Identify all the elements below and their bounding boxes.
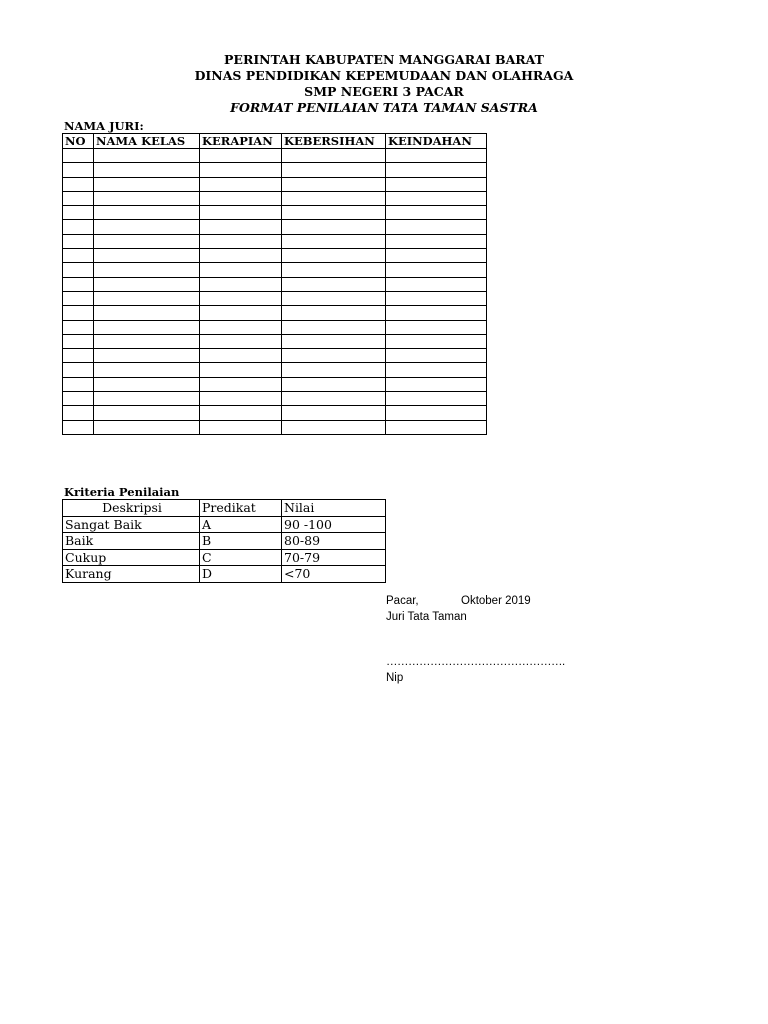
score-table-cell <box>282 377 386 391</box>
jury-name-label: NAMA JURI: <box>64 119 144 133</box>
score-table-row <box>63 306 487 320</box>
column-header-neatness: KERAPIAN <box>200 134 282 149</box>
score-table-cell <box>386 177 487 191</box>
header-line-school: SMP NEGERI 3 PACAR <box>304 84 464 99</box>
score-table-row <box>63 420 487 434</box>
score-table-cell <box>94 291 200 305</box>
score-table-cell <box>200 363 282 377</box>
signature-place-date <box>386 595 531 607</box>
criteria-predicate: D <box>200 566 282 583</box>
score-table-header-row <box>63 134 487 149</box>
criteria-header-row <box>63 500 386 517</box>
score-table-cell <box>63 149 94 163</box>
score-table-cell <box>94 420 200 434</box>
score-table-cell <box>94 377 200 391</box>
signature-nip: Nip <box>386 672 404 684</box>
score-table-row <box>63 377 487 391</box>
score-table-cell <box>94 334 200 348</box>
score-table-cell <box>63 206 94 220</box>
score-table-cell <box>282 263 386 277</box>
score-table-cell <box>282 149 386 163</box>
score-table-cell <box>63 320 94 334</box>
score-table-row <box>63 392 487 406</box>
score-table-cell <box>200 149 282 163</box>
criteria-score-range: 90 -100 <box>282 516 386 533</box>
score-table-cell <box>282 392 386 406</box>
score-table-cell <box>386 377 487 391</box>
score-table-cell <box>200 392 282 406</box>
score-table-cell <box>63 406 94 420</box>
score-table-cell <box>386 234 487 248</box>
score-table-cell <box>282 177 386 191</box>
score-table-cell <box>63 377 94 391</box>
score-table-cell <box>94 263 200 277</box>
score-table-cell <box>282 320 386 334</box>
criteria-description: Kurang <box>63 566 200 583</box>
score-table-cell <box>386 406 487 420</box>
score-table-cell <box>63 177 94 191</box>
score-table-cell <box>94 206 200 220</box>
criteria-description: Sangat Baik <box>63 516 200 533</box>
score-table-cell <box>282 349 386 363</box>
document-subtitle: FORMAT PENILAIAN TATA TAMAN SASTRA <box>230 100 538 115</box>
score-table-cell <box>282 306 386 320</box>
score-table-cell <box>386 206 487 220</box>
signature-place: Pacar, <box>386 595 419 607</box>
criteria-header-description: Deskripsi <box>63 500 200 517</box>
score-table-cell <box>63 363 94 377</box>
score-table-cell <box>386 349 487 363</box>
criteria-score-range: 80-89 <box>282 533 386 550</box>
score-table-cell <box>200 163 282 177</box>
signature-date: Oktober 2019 <box>461 595 531 607</box>
score-table-cell <box>200 234 282 248</box>
score-table-cell <box>94 234 200 248</box>
score-table-cell <box>282 291 386 305</box>
score-table-cell <box>386 420 487 434</box>
score-table-cell <box>386 191 487 205</box>
score-table-cell <box>386 320 487 334</box>
score-table-cell <box>63 163 94 177</box>
score-table-cell <box>386 291 487 305</box>
score-table-cell <box>386 149 487 163</box>
score-table-row <box>63 177 487 191</box>
criteria-row <box>63 566 386 583</box>
score-table-cell <box>386 163 487 177</box>
criteria-header-predicate: Predikat <box>200 500 282 517</box>
criteria-predicate: A <box>200 516 282 533</box>
score-table-cell <box>200 291 282 305</box>
score-table-cell <box>94 163 200 177</box>
score-table-cell <box>200 406 282 420</box>
score-table-row <box>63 163 487 177</box>
score-table-cell <box>282 334 386 348</box>
signature-line: …………………………………………. <box>386 656 565 668</box>
score-table-cell <box>200 206 282 220</box>
column-header-no: NO <box>63 134 94 149</box>
score-table-cell <box>94 149 200 163</box>
score-table-row <box>63 406 487 420</box>
score-table-cell <box>282 220 386 234</box>
score-table-cell <box>282 249 386 263</box>
score-table <box>62 133 487 435</box>
score-table-cell <box>386 306 487 320</box>
criteria-table <box>62 499 386 583</box>
score-table-row <box>63 249 487 263</box>
score-table-cell <box>63 263 94 277</box>
score-table-cell <box>63 191 94 205</box>
criteria-row <box>63 516 386 533</box>
criteria-row <box>63 533 386 550</box>
column-header-cleanliness: KEBERSIHAN <box>282 134 386 149</box>
score-table-cell <box>200 249 282 263</box>
score-table-row <box>63 234 487 248</box>
score-table-cell <box>200 306 282 320</box>
score-table-cell <box>386 263 487 277</box>
score-table-cell <box>200 377 282 391</box>
score-table-cell <box>386 334 487 348</box>
score-table-row <box>63 363 487 377</box>
score-table-cell <box>63 277 94 291</box>
score-table-cell <box>386 363 487 377</box>
score-table-row <box>63 291 487 305</box>
document-header <box>0 52 768 116</box>
criteria-title: Kriteria Penilaian <box>64 485 180 499</box>
score-table-cell <box>200 349 282 363</box>
criteria-description: Cukup <box>63 549 200 566</box>
score-table-cell <box>94 277 200 291</box>
score-table-cell <box>63 249 94 263</box>
score-table-row <box>63 263 487 277</box>
score-table-cell <box>282 206 386 220</box>
column-header-beauty: KEINDAHAN <box>386 134 487 149</box>
score-table-cell <box>386 277 487 291</box>
criteria-predicate: C <box>200 549 282 566</box>
score-table-row <box>63 334 487 348</box>
score-table-cell <box>94 349 200 363</box>
score-table-row <box>63 220 487 234</box>
score-table-cell <box>386 249 487 263</box>
score-table-cell <box>94 320 200 334</box>
score-table-body <box>63 149 487 435</box>
score-table-cell <box>94 220 200 234</box>
criteria-description: Baik <box>63 533 200 550</box>
score-table-cell <box>282 420 386 434</box>
score-table-cell <box>94 363 200 377</box>
score-table-cell <box>63 349 94 363</box>
score-table-cell <box>63 234 94 248</box>
score-table-cell <box>63 392 94 406</box>
score-table-cell <box>200 220 282 234</box>
score-table-row <box>63 349 487 363</box>
score-table-cell <box>200 263 282 277</box>
criteria-score-range: <70 <box>282 566 386 583</box>
score-table-cell <box>200 177 282 191</box>
score-table-cell <box>282 191 386 205</box>
score-table-cell <box>63 291 94 305</box>
score-table-cell <box>94 306 200 320</box>
header-line-department: DINAS PENDIDIKAN KEPEMUDAAN DAN OLAHRAGA <box>194 68 574 83</box>
score-table-cell <box>386 392 487 406</box>
criteria-header-score: Nilai <box>282 500 386 517</box>
criteria-row <box>63 549 386 566</box>
score-table-cell <box>386 220 487 234</box>
signature-role: Juri Tata Taman <box>386 611 467 623</box>
score-table-row <box>63 191 487 205</box>
score-table-cell <box>200 320 282 334</box>
score-table-cell <box>282 234 386 248</box>
score-table-cell <box>94 392 200 406</box>
score-table-cell <box>282 277 386 291</box>
score-table-cell <box>94 249 200 263</box>
column-header-class-name: NAMA KELAS <box>94 134 200 149</box>
score-table-cell <box>282 163 386 177</box>
score-table-cell <box>200 334 282 348</box>
score-table-row <box>63 320 487 334</box>
score-table-cell <box>94 177 200 191</box>
header-line-regency: PERINTAH KABUPATEN MANGGARAI BARAT <box>224 52 544 67</box>
score-table-cell <box>200 420 282 434</box>
score-table-cell <box>63 220 94 234</box>
score-table-cell <box>94 191 200 205</box>
criteria-predicate: B <box>200 533 282 550</box>
score-table-cell <box>200 277 282 291</box>
score-table-cell <box>63 420 94 434</box>
score-table-cell <box>63 334 94 348</box>
score-table-row <box>63 277 487 291</box>
score-table-cell <box>200 191 282 205</box>
score-table-cell <box>94 406 200 420</box>
criteria-score-range: 70-79 <box>282 549 386 566</box>
score-table-row <box>63 149 487 163</box>
score-table-cell <box>63 306 94 320</box>
score-table-cell <box>282 406 386 420</box>
score-table-cell <box>282 363 386 377</box>
score-table-row <box>63 206 487 220</box>
